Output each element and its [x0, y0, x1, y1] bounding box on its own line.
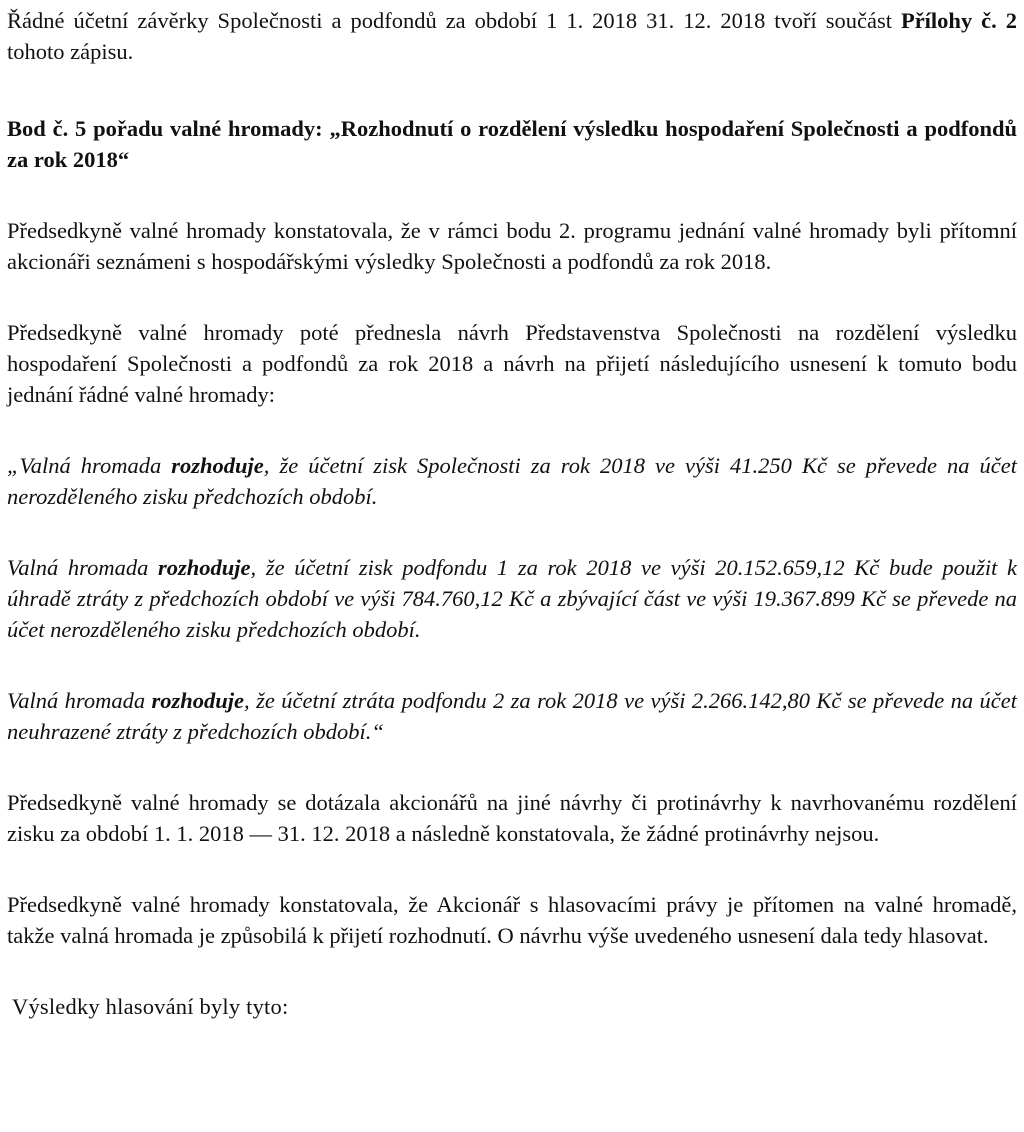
resolution-company [7, 450, 1017, 512]
resolution-text: , že účetní ztráta podfondu 2 za rok 2018 ve výši 2.266.142,80 Kč se převede na účet neuhrazené ztráty z předchozích období.“ [7, 688, 1018, 744]
resolution-lead: Valná hromada [7, 555, 158, 580]
document-page [7, 5, 1017, 1022]
statement-paragraph: Předsedkyně valné hromady konstatovala, že v rámci bodu 2. programu jednání valné hromady byli přítomní akcionáři seznámeni s hospodářskými výsledky Společnosti a podfondů za rok 2018. [7, 218, 1017, 274]
agenda-item-heading: Bod č. 5 pořadu valné hromady: „Rozhodnutí o rozdělení výsledku hospodaření Společnosti a podfondů za rok 2018“ [7, 116, 1017, 172]
intro-paragraph [7, 5, 1017, 67]
attachment-reference: Přílohy č. 2 [900, 8, 1017, 33]
question-paragraph: Předsedkyně valné hromady se dotázala akcionářů na jiné návrhy či protinávrhy k navrhovanému rozdělení zisku za období 1. 1. 2018 — 31. 12. 2018 a následně konstatovala, že žádné protinávrhy nejsou. [7, 790, 1017, 846]
resolution-lead: Valná hromada [7, 688, 152, 713]
voting-results-label: Výsledky hlasování byly tyto: [12, 994, 289, 1019]
intro-text-part1: Řádné účetní závěrky Společnosti a podfondů za období 1 1. 2018 31. 12. 2018 tvoří součást [7, 8, 901, 33]
resolution-text: , že účetní zisk podfondu 1 za rok 2018 ve výši 20.152.659,12 Kč bude použit k úhradě ztráty z předchozích období ve výši 784.760,12 Kč a zbývající část ve výši 19.367.899 Kč se převede na účet nerozděleného zisku předchozích období. [7, 555, 1018, 642]
resolution-verb: rozhoduje [151, 688, 245, 713]
quorum-paragraph: Předsedkyně valné hromady konstatovala, že Akcionář s hlasovacími právy je přítomen na valné hromadě, takže valná hromada je způsobilá k přijetí rozhodnutí. O návrhu výše uvedeného usnesení dala tedy hlasovat. [7, 892, 1017, 948]
intro-text-part2: tohoto zápisu. [7, 39, 134, 64]
proposal-paragraph: Předsedkyně valné hromady poté přednesla návrh Představenstva Společnosti na rozdělení výsledku hospodaření Společnosti a podfondů za rok 2018 a návrh na přijetí následujícího usnesení k tomuto bodu jednání řádné valné hromady: [7, 320, 1017, 407]
resolution-text: , že účetní zisk Společnosti za rok 2018 ve výši 41.250 Kč se převede na účet nerozděleného zisku předchozích období. [7, 453, 1017, 509]
resolution-verb: rozhoduje [158, 555, 251, 580]
resolution-verb: rozhoduje [171, 453, 264, 478]
resolution-subfund-2 [7, 685, 1017, 747]
resolution-subfund-1 [7, 552, 1017, 645]
resolution-lead: „Valná hromada [7, 453, 172, 478]
